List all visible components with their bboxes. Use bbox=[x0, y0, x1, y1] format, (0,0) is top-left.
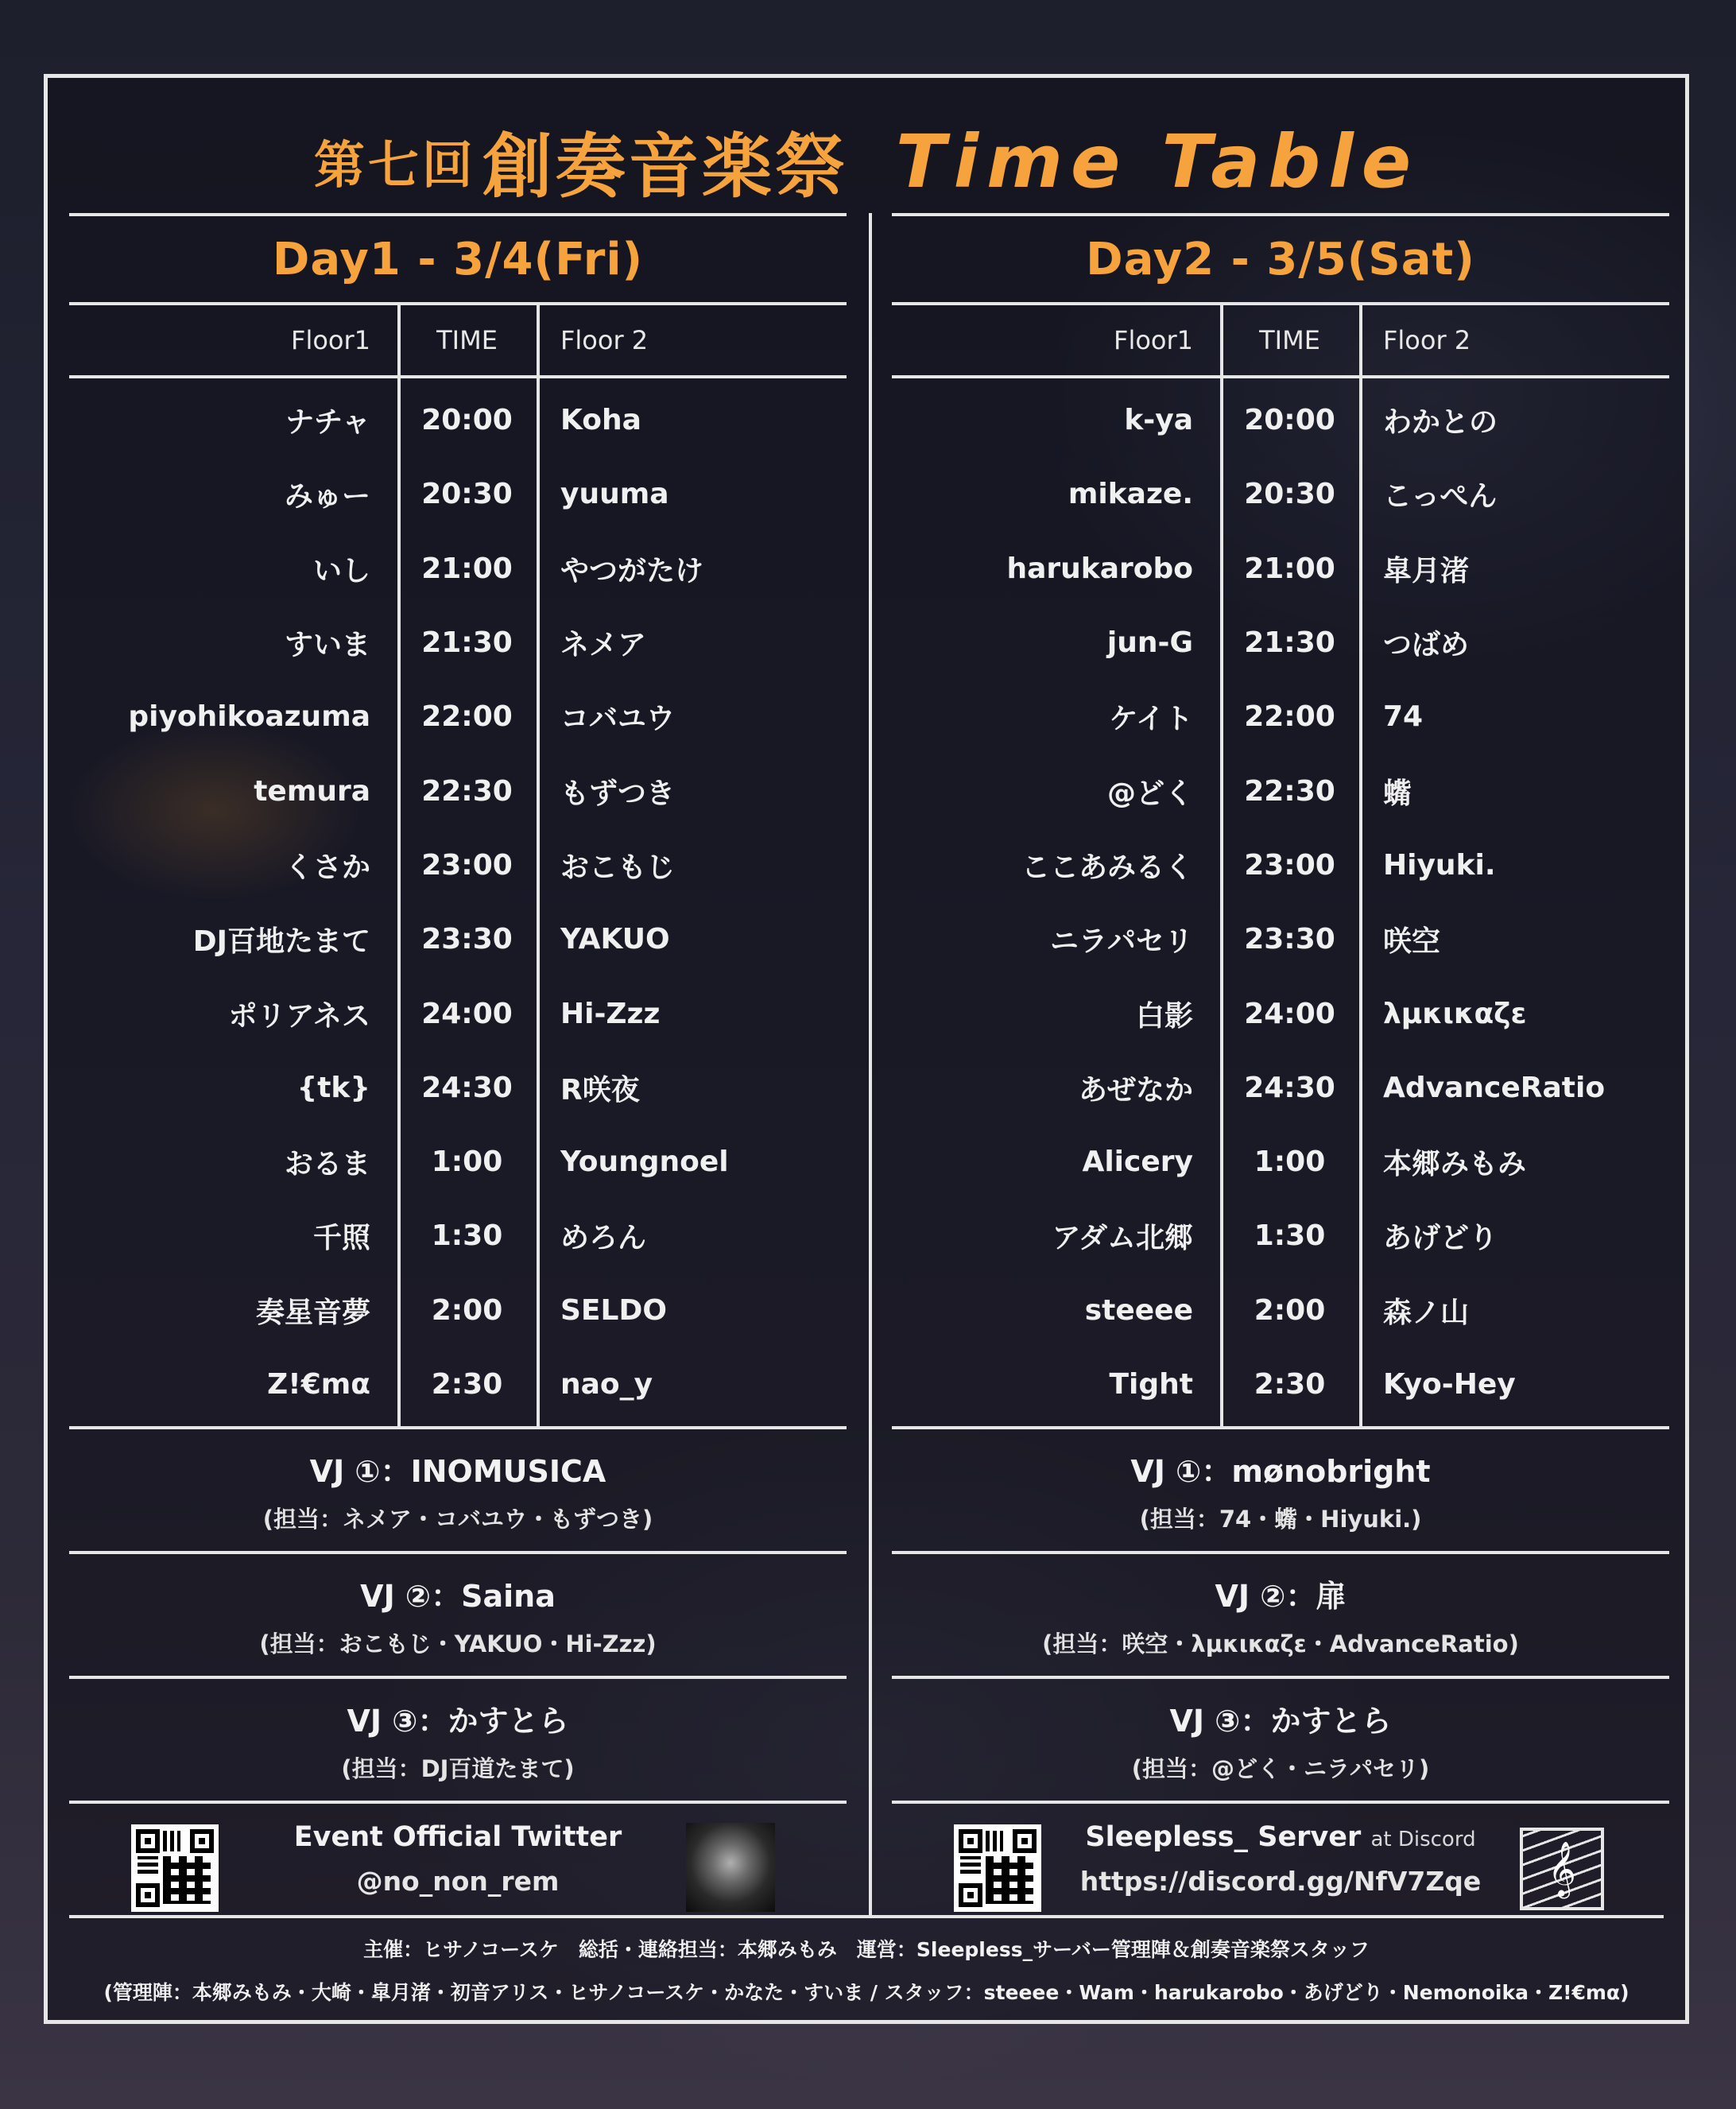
time-slot: 21:30 bbox=[421, 626, 513, 660]
vj-assignment: (担当：@どく・ニラパセリ) bbox=[1131, 1754, 1430, 1782]
time-slot: 22:00 bbox=[1244, 700, 1335, 734]
twitter-info bbox=[69, 1804, 847, 1923]
floor2-artist: Kyo-Hey bbox=[1383, 1368, 1516, 1401]
twitter-handle[interactable]: @no_non_rem bbox=[356, 1866, 560, 1898]
table-row bbox=[892, 1347, 1669, 1421]
table-row bbox=[892, 457, 1669, 531]
table-row bbox=[69, 383, 847, 457]
discord-at-label: at Discord bbox=[1370, 1828, 1476, 1852]
time-slot: 23:00 bbox=[421, 848, 513, 882]
time-slot: 1:00 bbox=[1254, 1146, 1326, 1179]
table-row bbox=[892, 1125, 1669, 1199]
vj-name: VJ ③：かすとら bbox=[347, 1703, 569, 1739]
vj-name: VJ ①：mønobright bbox=[1130, 1453, 1431, 1489]
day1-table-body bbox=[69, 378, 847, 1426]
table-header bbox=[69, 305, 847, 375]
time-slot: 20:30 bbox=[1244, 478, 1335, 511]
floor2-artist: AdvanceRatio bbox=[1383, 1071, 1606, 1104]
floor2-artist: YAKUO bbox=[560, 923, 670, 956]
floor1-artist: ここあみるく bbox=[1021, 851, 1193, 884]
table-row bbox=[892, 976, 1669, 1050]
table-row bbox=[69, 976, 847, 1050]
floor1-artist: ニラパセリ bbox=[1049, 925, 1193, 959]
floor2-artist: もずつき bbox=[560, 777, 676, 810]
floor2-artist: λμκικαζε bbox=[1383, 997, 1527, 1030]
title-part1: 第七回 bbox=[313, 137, 476, 196]
time-slot: 22:00 bbox=[421, 700, 513, 734]
discord-link[interactable]: https://discord.gg/NfV7Zqe bbox=[1079, 1866, 1482, 1898]
vj-block bbox=[69, 1429, 847, 1551]
floor1-artist: Alicery bbox=[1082, 1146, 1193, 1179]
floor2-artist: コバユウ bbox=[560, 703, 676, 736]
floor1-artist: あぜなか bbox=[1078, 1073, 1193, 1107]
table-row bbox=[892, 680, 1669, 754]
vj-block bbox=[69, 1554, 847, 1676]
floor1-artist: みゅー bbox=[284, 480, 370, 514]
table-row bbox=[892, 383, 1669, 457]
header-time: TIME bbox=[1259, 325, 1320, 355]
floor1-artist: {tk} bbox=[296, 1071, 370, 1104]
table-header bbox=[892, 305, 1669, 375]
treble-clef-logo-icon: 𝄞 bbox=[1520, 1828, 1604, 1910]
floor1-artist: いし bbox=[312, 554, 370, 587]
time-slot: 2:00 bbox=[431, 1293, 503, 1327]
vj-name: VJ ③：かすとら bbox=[1169, 1703, 1392, 1739]
timetable-frame bbox=[44, 74, 1689, 2024]
time-slot: 1:30 bbox=[431, 1219, 503, 1253]
time-slot: 22:30 bbox=[421, 774, 513, 808]
floor1-artist: くさか bbox=[284, 851, 370, 884]
table-row bbox=[892, 1274, 1669, 1347]
floor2-artist: SELDO bbox=[560, 1293, 667, 1327]
day2-title: Day2 - 3/5(Sat) bbox=[1086, 233, 1475, 285]
time-slot: 21:30 bbox=[1244, 626, 1335, 660]
table-row bbox=[69, 532, 847, 606]
time-slot: 23:30 bbox=[1244, 923, 1335, 956]
floor2-artist: yuuma bbox=[560, 478, 669, 511]
table-row bbox=[69, 754, 847, 828]
time-slot: 20:00 bbox=[421, 404, 513, 437]
twitter-label: Event Official Twitter bbox=[293, 1821, 622, 1854]
table-row bbox=[892, 902, 1669, 976]
vj-assignment: (担当：ネメア・コバユウ・もずつき) bbox=[262, 1505, 653, 1533]
table-row bbox=[69, 902, 847, 976]
floor1-artist: Z!€mα bbox=[267, 1368, 370, 1401]
table-row bbox=[892, 532, 1669, 606]
table-row bbox=[69, 1274, 847, 1347]
floor2-artist: 森ノ山 bbox=[1383, 1296, 1470, 1329]
floor1-artist: アダム北郷 bbox=[1052, 1222, 1193, 1255]
floor2-artist: Hi-Zzz bbox=[560, 997, 661, 1030]
vj-block bbox=[892, 1679, 1669, 1801]
vj-name: VJ ②：扉 bbox=[1215, 1578, 1347, 1614]
floor1-artist: temura bbox=[254, 774, 370, 808]
vj-assignment: (担当：DJ百道たまて) bbox=[341, 1754, 575, 1782]
time-slot: 2:30 bbox=[431, 1368, 503, 1401]
floor1-artist: piyohikoazuma bbox=[128, 700, 370, 734]
floor1-artist: ケイト bbox=[1109, 703, 1193, 736]
table-row bbox=[892, 1051, 1669, 1125]
vj-block bbox=[69, 1679, 847, 1801]
time-slot: 24:00 bbox=[421, 997, 513, 1030]
table-row bbox=[69, 680, 847, 754]
floor2-artist: nao_y bbox=[560, 1368, 653, 1401]
floor1-artist: おるま bbox=[284, 1148, 370, 1181]
time-slot: 1:30 bbox=[1254, 1219, 1326, 1253]
floor1-artist: Tight bbox=[1109, 1368, 1193, 1401]
column-divider bbox=[869, 213, 872, 1918]
credits-line1: 主催：ヒサノコースケ 総括・連絡担当：本郷みもみ 運営：Sleepless_サーバー管理陣＆創奏音楽祭スタッフ bbox=[363, 1938, 1370, 1961]
floor2-artist: わかとの bbox=[1383, 406, 1498, 440]
time-slot: 20:00 bbox=[1244, 404, 1335, 437]
vj-assignment: (担当：74・蟕・Hiyuki.) bbox=[1139, 1505, 1422, 1533]
vj-block bbox=[892, 1429, 1669, 1551]
day1-title: Day1 - 3/4(Fri) bbox=[272, 233, 644, 285]
table-row bbox=[69, 1347, 847, 1421]
floor2-artist: Hiyuki. bbox=[1383, 848, 1496, 882]
discord-info bbox=[892, 1804, 1669, 1923]
avatar bbox=[686, 1823, 775, 1912]
floor1-artist: harukarobo bbox=[1006, 552, 1193, 585]
vj-block bbox=[892, 1554, 1669, 1676]
floor2-artist: 蟕 bbox=[1383, 777, 1412, 810]
floor2-artist: やつがたけ bbox=[560, 554, 704, 587]
floor2-artist: おこもじ bbox=[560, 851, 676, 884]
floor2-artist: 本郷みもみ bbox=[1383, 1148, 1527, 1181]
floor1-artist: 千照 bbox=[312, 1222, 370, 1255]
discord-server-name: Sleepless_ Server bbox=[1085, 1821, 1362, 1854]
credits-footer bbox=[48, 1934, 1685, 2006]
credits-line2: (管理陣：本郷みもみ・大崎・皐月渚・初音アリス・ヒサノコースケ・かなた・すいま / スタッフ：steeee・Wam・harukarobo・あげどり・Nemonoika・Z!€mα) bbox=[103, 1981, 1629, 2004]
time-slot: 21:00 bbox=[1244, 552, 1335, 585]
floor2-artist: R咲夜 bbox=[560, 1073, 640, 1107]
floor1-artist: DJ百地たまて bbox=[192, 925, 370, 959]
vj-name: VJ ②：Saina bbox=[360, 1578, 556, 1614]
table-row bbox=[69, 1125, 847, 1199]
table-row bbox=[69, 828, 847, 902]
floor2-artist: 咲空 bbox=[1383, 925, 1441, 959]
table-row bbox=[892, 754, 1669, 828]
time-slot: 21:00 bbox=[421, 552, 513, 585]
vj-assignment: (担当：おこもじ・YAKUO・Hi-Zzz) bbox=[259, 1630, 657, 1657]
vj-name: VJ ①：INOMUSICA bbox=[309, 1453, 606, 1489]
header-floor2: Floor 2 bbox=[1383, 325, 1471, 355]
floor2-artist: めろん bbox=[560, 1222, 647, 1255]
floor2-artist: 74 bbox=[1383, 700, 1424, 734]
table-row bbox=[69, 457, 847, 531]
title-part3: Time Table bbox=[895, 118, 1420, 204]
day2-column bbox=[892, 213, 1669, 1923]
header-floor1: Floor1 bbox=[291, 325, 370, 355]
floor2-artist: あげどり bbox=[1383, 1222, 1498, 1255]
time-slot: 2:00 bbox=[1254, 1293, 1326, 1327]
floor1-artist: k-ya bbox=[1124, 404, 1193, 437]
floor1-artist: @どく bbox=[1106, 777, 1193, 810]
floor1-artist: steeee bbox=[1084, 1293, 1193, 1327]
header-floor1: Floor1 bbox=[1114, 325, 1193, 355]
time-slot: 24:30 bbox=[421, 1071, 513, 1104]
floor2-artist: 皐月渚 bbox=[1383, 554, 1470, 587]
table-row bbox=[892, 1199, 1669, 1273]
time-slot: 20:30 bbox=[421, 478, 513, 511]
table-row bbox=[69, 1051, 847, 1125]
floor1-artist: 白影 bbox=[1135, 999, 1193, 1033]
floor2-artist: Koha bbox=[560, 404, 641, 437]
table-row bbox=[892, 606, 1669, 680]
floor1-artist: 奏星音夢 bbox=[255, 1296, 370, 1329]
page-title bbox=[48, 110, 1685, 213]
time-slot: 23:30 bbox=[421, 923, 513, 956]
table-row bbox=[69, 1199, 847, 1273]
floor2-artist: ネメア bbox=[560, 629, 647, 662]
floor2-artist: つばめ bbox=[1383, 629, 1470, 662]
floor2-artist: こっぺん bbox=[1383, 480, 1498, 514]
time-slot: 2:30 bbox=[1254, 1368, 1326, 1401]
day2-table-body bbox=[892, 378, 1669, 1426]
day1-column bbox=[69, 213, 847, 1923]
floor1-artist: ポリアネス bbox=[228, 999, 370, 1033]
time-slot: 24:30 bbox=[1244, 1071, 1335, 1104]
table-row bbox=[69, 606, 847, 680]
floor2-artist: Youngnoel bbox=[560, 1146, 729, 1179]
title-part2: 創奏音楽祭 bbox=[482, 126, 848, 207]
time-slot: 1:00 bbox=[431, 1146, 503, 1179]
table-row bbox=[892, 828, 1669, 902]
floor1-artist: ナチャ bbox=[285, 406, 370, 440]
time-slot: 23:00 bbox=[1244, 848, 1335, 882]
floor1-artist: jun-G bbox=[1106, 626, 1193, 660]
time-slot: 24:00 bbox=[1244, 997, 1335, 1030]
floor1-artist: mikaze. bbox=[1068, 478, 1193, 511]
vj-assignment: (担当：咲空・λμκικαζε・AdvanceRatio) bbox=[1042, 1630, 1519, 1657]
floor1-artist: すいま bbox=[284, 629, 370, 662]
header-time: TIME bbox=[436, 325, 498, 355]
time-slot: 22:30 bbox=[1244, 774, 1335, 808]
header-floor2: Floor 2 bbox=[560, 325, 649, 355]
